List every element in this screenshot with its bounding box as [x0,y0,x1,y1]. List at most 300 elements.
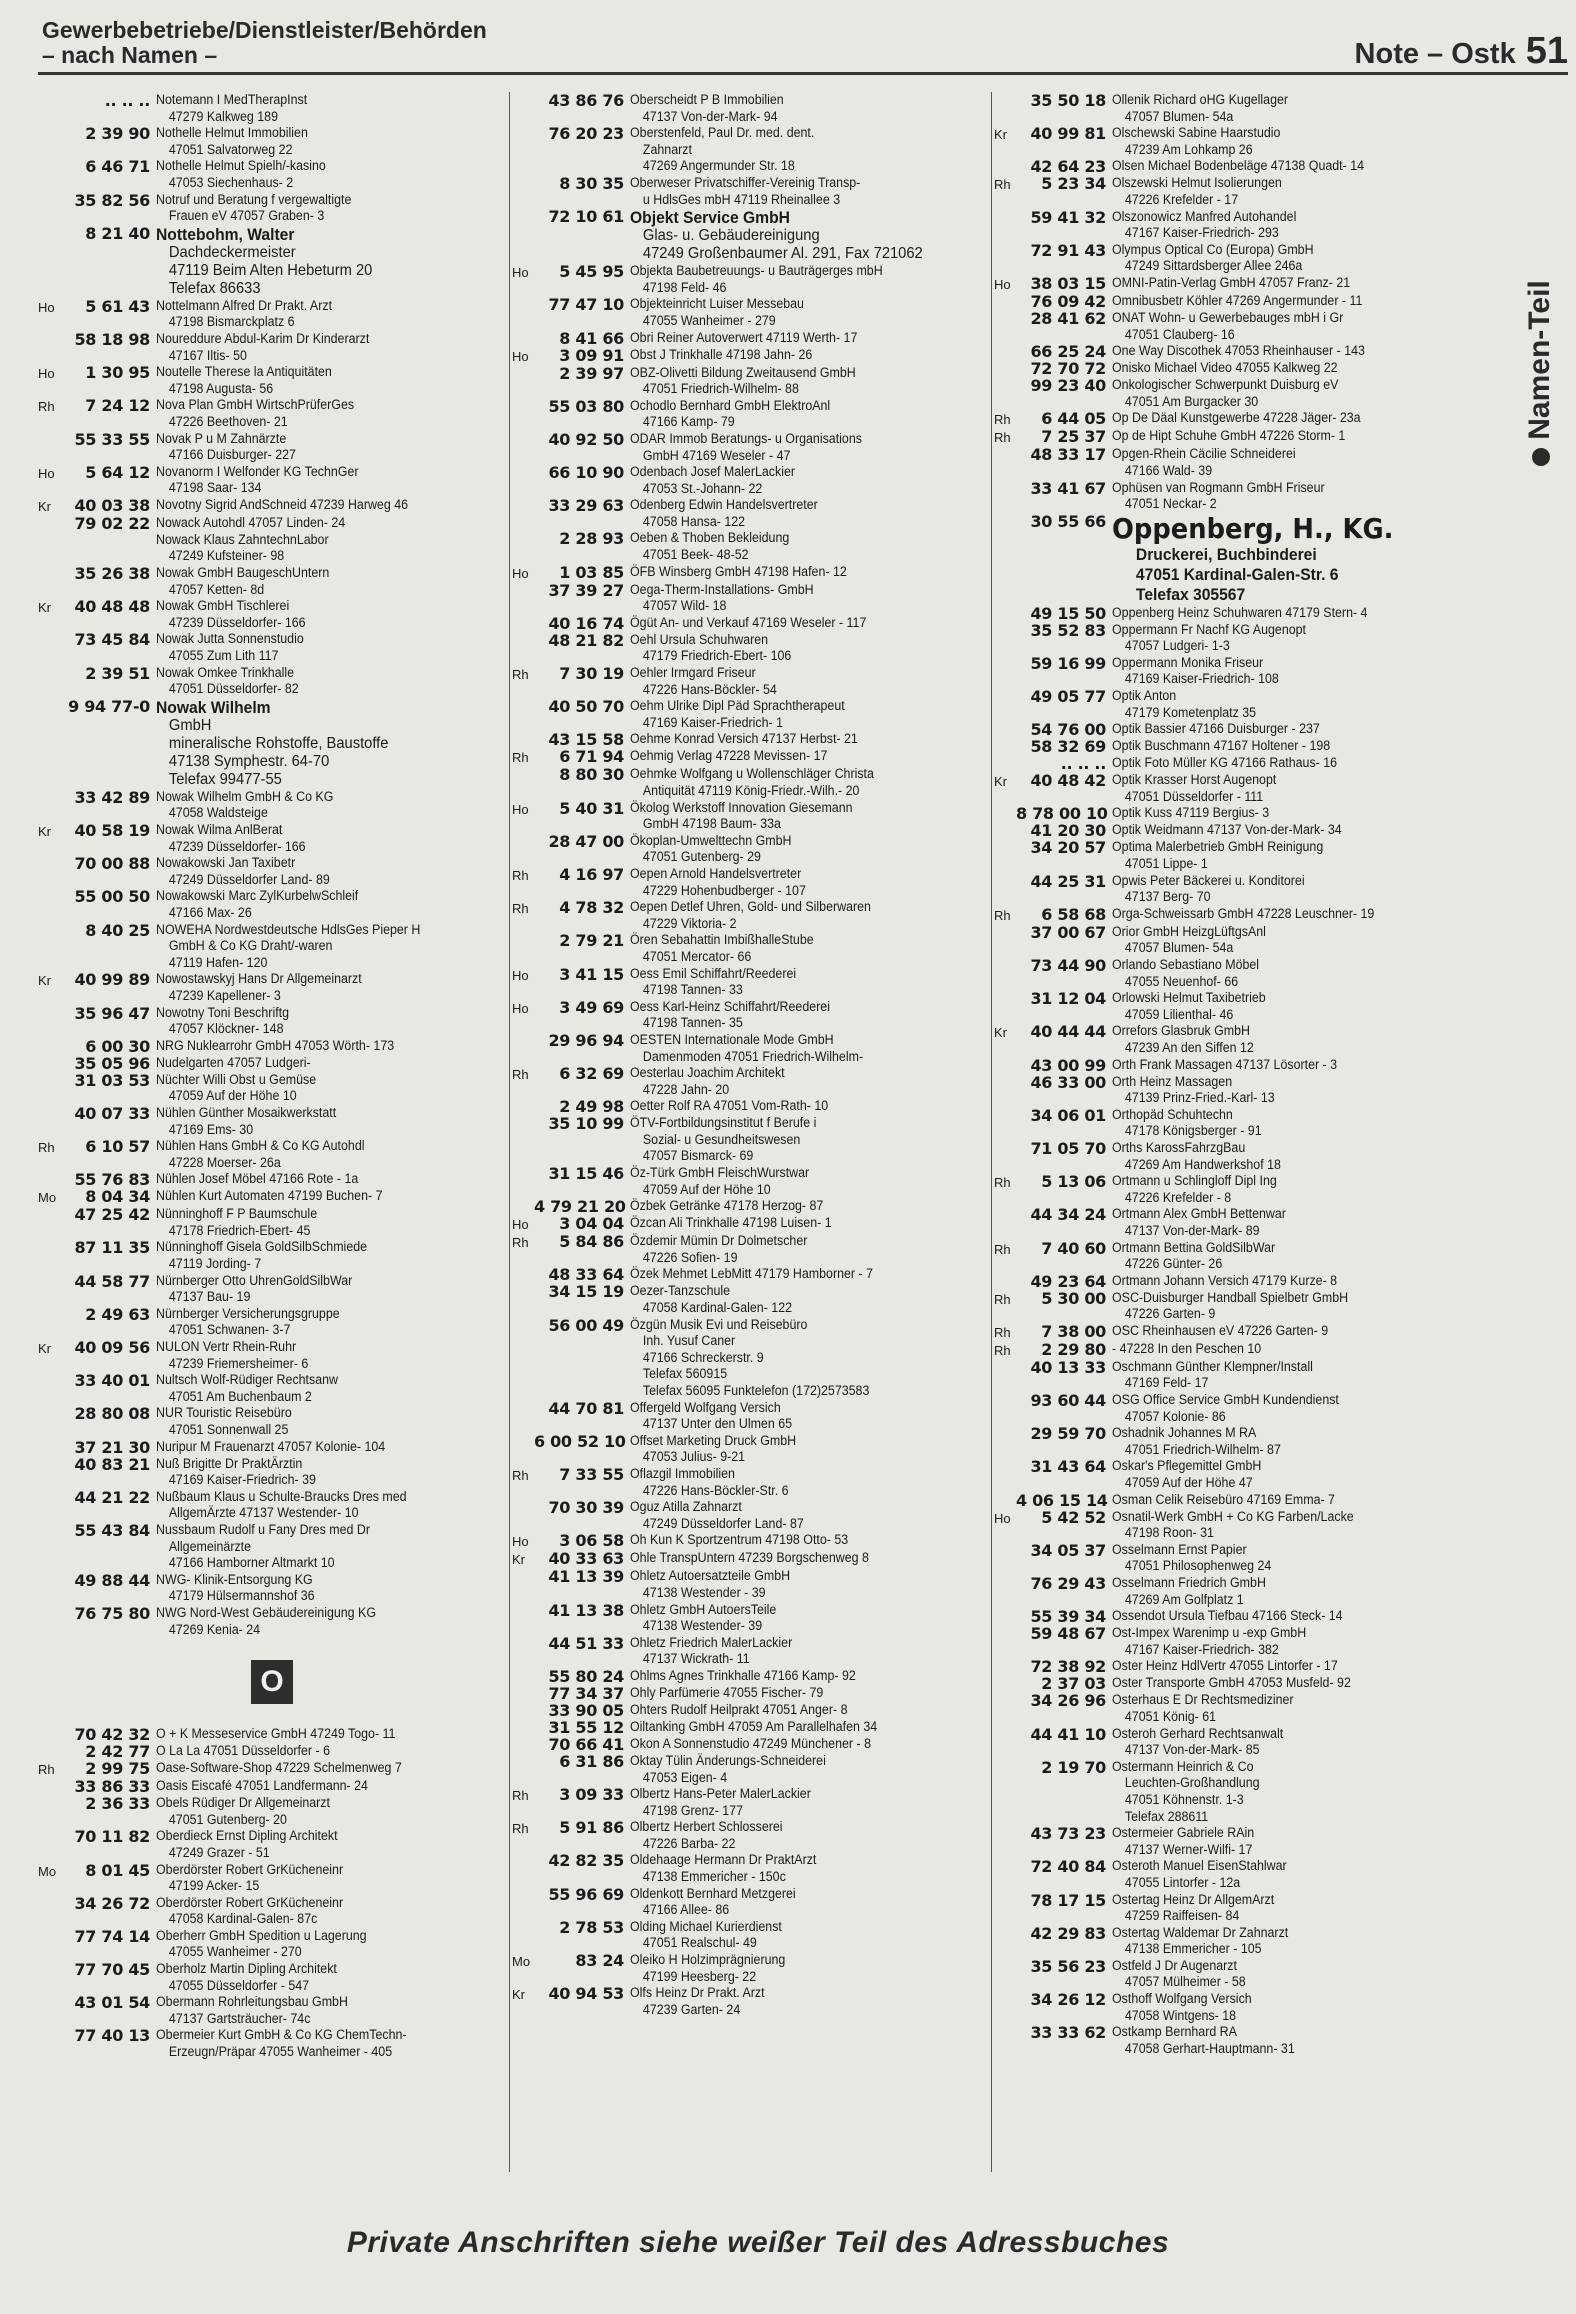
district-tag [38,1572,60,1573]
phone-number: 49 15 50 [1030,603,1106,623]
entry-text [630,1283,959,1316]
entry-name: - 47228 In den Peschen 10 [1112,1340,1262,1356]
entry-detail: 47059 Auf der Höhe 10 [642,1181,771,1197]
entry-name: Nünninghoff Gisela GoldSilbSchmiede [156,1239,368,1255]
listing-entry [994,1057,1476,1074]
district-tag [512,731,534,732]
listing-entry [512,1266,988,1283]
district-tag [38,789,60,790]
entry-text [156,158,478,191]
entry-name: Oster Transporte GmbH 47053 Musfeld- 92 [1112,1675,1351,1691]
phone-number: 70 30 39 [548,1498,624,1518]
listing-entry [512,1736,988,1753]
district-tag [38,1206,60,1207]
phone-number: 31 12 04 [1030,989,1106,1009]
listing-entry [512,125,988,175]
phone-number: 1 30 95 [85,363,150,383]
phone-number: 7 30 19 [559,664,624,684]
entry-text [630,497,959,530]
listing-entry [512,1550,988,1568]
district-tag: Ho [38,465,55,481]
listing-entry [994,2024,1476,2057]
entry-text [1112,1858,1447,1891]
entry-name: Oldehaage Hermann Dr PraktArzt [630,1852,817,1868]
entry-text [156,855,478,888]
entry-detail: 47169 Kaiser-Friedrich- 39 [168,1472,316,1488]
entry-text [630,1215,959,1232]
phone-number: 42 64 23 [1030,157,1106,177]
entry-detail: 47178 Königsberger - 91 [1124,1123,1262,1139]
district-tag [512,582,534,583]
district-tag [512,1499,534,1500]
listing-entry [512,1532,988,1550]
entry-text [1112,1290,1447,1323]
column-divider [509,92,510,2172]
listing-entry [38,1572,506,1605]
entry-name: Oskar's Pflegemittel GmbH [1112,1458,1262,1474]
entry-text [630,1635,959,1668]
entry-detail: 47249 Sittardsberger Allee 246a [1124,258,1303,274]
district-tag [38,92,60,93]
entry-detail: Druckerei, Buchbinderei [1135,544,1317,564]
district-tag [38,1522,60,1523]
listing-entry [994,957,1476,990]
entry-text [630,899,959,932]
phone-number: 28 47 00 [548,831,624,851]
listing-entry [994,906,1476,924]
entry-text [156,1188,478,1205]
entry-text [1112,1892,1447,1925]
district-tag [38,1605,60,1606]
entry-name: Noutelle Therese la Antiquitäten [156,364,332,380]
district-tag: Ho [512,565,529,581]
listing-entry [994,721,1476,738]
district-tag [512,766,534,767]
entry-text [1112,1925,1447,1958]
district-tag [994,1692,1016,1693]
entry-detail: Inh. Yusuf Caner [642,1333,736,1349]
entry-text [156,1961,478,1994]
district-tag [38,1306,60,1307]
entry-name: Onisko Michael Video 47055 Kalkweg 22 [1112,360,1338,376]
entry-text [1112,1608,1447,1625]
entry-detail: 47119 Beim Alten Hebeturm 20 [168,261,373,279]
district-tag [38,1456,60,1457]
phone-number: 77 40 13 [74,2026,150,2046]
entry-text [630,698,959,731]
entry-name: Oh Kun K Sportzentrum 47198 Otto- 53 [630,1532,849,1548]
phone-number: 8 41 66 [559,328,624,348]
listing-entry [512,1400,988,1433]
entry-name: Osselmann Ernst Papier [1112,1541,1247,1557]
listing-entry [512,966,988,999]
entry-detail: 47226 Barba- 22 [642,1835,736,1851]
phone-number: 76 09 42 [1030,291,1106,311]
listing-entry [38,1138,506,1171]
district-tag [512,175,534,176]
entry-text [630,665,959,698]
district-tag: Rh [512,750,529,766]
district-tag [512,1198,534,1199]
entry-text [630,1719,959,1736]
entry-text [156,1439,478,1456]
phone-number: 77 34 37 [548,1683,624,1703]
listing-entry [38,464,506,497]
listing-entry [512,365,988,398]
entry-detail: 47051 Am Buchenbaum 2 [168,1388,312,1404]
entry-name: Nowostawskyj Hans Dr Allgemeinarzt [156,971,362,987]
entry-name: Oberdörster Robert GrKücheneinr [156,1861,344,1877]
entry-detail: 47166 Max- 26 [168,904,252,920]
listing-entry [512,208,988,263]
listing-entry [38,1206,506,1239]
listing-entry [994,1608,1476,1625]
district-tag [512,1736,534,1737]
entry-text [630,125,959,175]
phone-number: 31 15 46 [548,1164,624,1184]
phone-number: 76 29 43 [1030,1574,1106,1593]
phone-number: 40 48 48 [74,597,150,617]
entry-text [630,748,959,765]
district-tag [994,1575,1016,1576]
phone-number: 66 25 24 [1030,342,1106,362]
entry-name: Olszonowicz Manfred Autohandel [1112,208,1297,224]
phone-number: 28 41 62 [1030,308,1106,328]
listing-entry [38,565,506,598]
entry-name: OMNI-Patin-Verlag GmbH 47057 Franz- 21 [1112,274,1351,290]
entry-text [1112,1726,1447,1759]
entry-name: Oega-Therm-Installations- GmbH [630,581,814,597]
listing-entry [512,698,988,731]
district-tag [994,1542,1016,1543]
listing-entry [994,1692,1476,1725]
entry-text [156,515,478,532]
listing-entry [994,1492,1476,1509]
entry-name: Nuß Brigitte Dr PraktÄrztin [156,1455,303,1471]
district-tag [994,242,1016,243]
entry-text [630,530,959,563]
entry-text [156,1895,478,1928]
entry-text [1112,1341,1447,1358]
district-tag: Ho [38,366,55,382]
listing-entry [512,632,988,665]
listing-entry [994,1341,1476,1359]
district-tag [512,296,534,297]
entry-name: Odenberg Edwin Handelsvertreter [630,497,818,513]
district-tag: Ho [512,967,529,983]
district-tag [994,1057,1016,1058]
header-rule [38,72,1568,75]
entry-name: Offergeld Wolfgang Versich [630,1399,781,1415]
listing-entry [994,92,1476,125]
entry-detail: 47228 Moerser- 26a [168,1154,281,1170]
listing-entry [994,990,1476,1023]
phone-number: 55 96 69 [548,1884,624,1904]
entry-text [1112,377,1447,410]
entry-detail: 47057 Mülheimer - 58 [1124,1974,1246,1990]
entry-text [156,1055,478,1072]
entry-text [156,497,478,514]
entry-text [1112,1074,1447,1107]
district-tag [38,888,60,889]
header-line-1: Gewerbebetriebe/Dienstleister/Behörden [42,17,487,43]
entry-detail: 47051 Philosophenweg 24 [1124,1558,1272,1574]
entry-name: Optik Kuss 47119 Bergius- 3 [1112,805,1270,821]
listing-entry [38,1778,506,1795]
listing-entry [512,1685,988,1702]
entry-detail: 47059 Auf der Höhe 47 [1124,1475,1253,1491]
district-tag: Ho [512,348,529,364]
entry-detail: 47055 Wanheimer - 270 [168,1944,302,1960]
district-tag [994,605,1016,606]
entry-detail: 47226 Hans-Böckler-Str. 6 [642,1482,789,1498]
entry-detail: 47229 Viktoria- 2 [642,915,737,931]
listing-entry [38,158,506,191]
entry-name: Oppenberg, H., KG. [1112,511,1394,545]
entry-name: Nowakowski Marc ZylKurbelwSchleif [156,888,359,904]
entry-detail: 47269 Kenia- 24 [168,1621,261,1637]
phone-number: 48 21 82 [548,630,624,650]
entry-name: Nowak GmbH Tischlerei [156,598,290,614]
district-tag: Ho [512,1534,529,1550]
district-tag [512,615,534,616]
entry-text [630,800,959,833]
district-tag: Kr [512,1552,525,1568]
entry-name: Osman Celik Reisebüro 47169 Emma- 7 [1112,1491,1335,1507]
entry-text [630,1568,959,1601]
listing-entry [512,766,988,799]
entry-text [156,1456,478,1489]
entry-name: Olbertz Herbert Schlosserei [630,1819,783,1835]
entry-text [1112,1492,1447,1509]
phone-number: 48 33 64 [548,1265,624,1285]
district-tag: Ho [512,801,529,817]
entry-name: Orlowski Helmut Taxibetrieb [1112,990,1266,1006]
entry-text [630,1233,959,1266]
listing-entry [512,1198,988,1215]
phone-number: 33 41 67 [1030,478,1106,498]
entry-text [156,331,478,364]
entry-name: Novotny Sigrid AndSchneid 47239 Harweg 46 [156,496,409,512]
entry-text [630,1433,959,1466]
phone-number: 70 42 32 [74,1725,150,1745]
entry-name: O + K Messeservice GmbH 47249 Togo- 11 [156,1726,396,1742]
entry-name: OESTEN Internationale Mode GmbH [630,1031,834,1047]
entry-detail: 47057 Kolonie- 86 [1124,1408,1226,1424]
entry-detail: GmbH 47169 Weseler - 47 [642,447,791,463]
listing-entry [994,605,1476,622]
entry-detail: Allgemeinärzte [168,1538,252,1554]
entry-name: Olympus Optical Co (Europa) GmbH [1112,241,1314,257]
district-tag [994,1675,1016,1676]
entry-text [156,631,478,664]
entry-text [630,999,959,1032]
district-tag [994,805,1016,806]
entry-name: Optik Krasser Horst Augenopt [1112,772,1277,788]
phone-number: 5 30 00 [1041,1288,1106,1308]
listing-entry [994,1575,1476,1608]
district-tag [512,1568,534,1569]
phone-number: 40 48 42 [1030,771,1106,791]
district-tag: Ho [512,265,529,281]
entry-name: Oberweser Privatschiffer-Vereinig Transp- [630,174,861,190]
entry-name: OBZ-Olivetti Bildung Zweitausend GmbH [630,364,856,380]
entry-name: Nühlen Kurt Automaten 47199 Buchen- 7 [156,1188,383,1204]
district-tag [994,1825,1016,1826]
entry-detail: 47167 Kaiser-Friedrich- 382 [1124,1641,1279,1657]
phone-number: 3 04 04 [559,1214,624,1234]
entry-name: Olschewski Sabine Haarstudio [1112,125,1281,141]
phone-number: .. .. .. [104,92,150,110]
entry-name: Nowak Jutta Sonnenstudio [156,631,304,647]
entry-detail: 47166 Hamborner Altmarkt 10 [168,1555,335,1571]
entry-detail: Zahnarzt [642,141,692,157]
phone-number: 43 86 76 [548,92,624,110]
district-tag [38,225,60,226]
listing-entry [512,431,988,464]
district-tag [994,1991,1016,1992]
entry-name: Ostkamp Bernhard RA [1112,2024,1237,2040]
district-tag [512,1685,534,1686]
entry-text [1112,805,1447,822]
entry-detail: 47269 Am Golfplatz 1 [1124,1591,1244,1607]
entry-detail: 47053 Siechenhaus- 2 [168,174,294,190]
district-tag [994,1273,1016,1274]
district-tag: Ho [512,1000,529,1016]
entry-text [630,1786,959,1819]
entry-detail: 47198 Feld- 46 [642,279,727,295]
district-tag: Rh [512,1235,529,1251]
phone-number: 4 16 97 [559,864,624,884]
entry-name: Obst J Trinkhalle 47198 Jahn- 26 [630,346,813,362]
entry-detail: 47057 Bismarck- 69 [642,1148,754,1164]
entry-detail: 47138 Westender- 39 [642,1618,763,1634]
district-tag [512,1668,534,1669]
listing-entry [994,1726,1476,1759]
phone-number: 5 64 12 [85,462,150,482]
listing-entry [38,1726,506,1743]
entry-name: Obermeier Kurt GmbH & Co KG ChemTechn- [156,2027,407,2043]
listing-entry [512,1065,988,1098]
entry-detail: 47139 Prinz-Fried.-Karl- 13 [1124,1090,1275,1106]
entry-name: Nüchter Willi Obst u Gemüse [156,1071,317,1087]
entry-detail: 47051 Düsseldorfer- 82 [168,681,299,697]
phone-number: 35 26 38 [74,564,150,584]
listing-entry [512,1283,988,1316]
entry-detail: GmbH & Co KG Draht/-waren [168,938,333,954]
entry-detail: Telefax 560915 [642,1366,728,1382]
phone-number: 28 80 08 [74,1404,150,1424]
district-tag: Rh [512,667,529,683]
entry-text [156,192,478,225]
page-footer: Private Anschriften siehe weißer Teil des Adressbuches [346,2226,1170,2259]
phone-number: 8 21 40 [85,223,150,243]
phone-number: 99 23 40 [1030,376,1106,396]
phone-number: 33 40 01 [74,1371,150,1391]
entry-text [1112,275,1447,292]
phone-number: 48 33 17 [1030,445,1106,465]
district-tag [994,1858,1016,1859]
entry-text [630,1985,959,2018]
listing-entry [38,1895,506,1928]
listing-entry [994,822,1476,839]
district-tag [38,192,60,193]
entry-text [1112,1759,1447,1825]
entry-detail: 47058 Kardinal-Galen- 122 [642,1300,793,1316]
entry-name: Ost-Impex Warenimp u -exp GmbH [1112,1625,1307,1641]
listing-entry [994,343,1476,360]
entry-name: Oberdieck Ernst Dipling Architekt [156,1828,338,1844]
entry-detail: 47051 König- 61 [1124,1708,1217,1724]
entry-detail: 47167 Kaiser-Friedrich- 293 [1124,225,1279,241]
phone-number: 4 79 21 20 [534,1197,626,1217]
entry-text [630,1736,959,1753]
listing-entry [38,1105,506,1138]
district-tag: Rh [512,867,529,883]
listing-entry [512,748,988,766]
entry-name: Ochodlo Bernhard GmbH ElektroAnl [630,397,831,413]
phone-number: 40 94 53 [548,1984,624,2004]
listing-entry [38,1605,506,1638]
phone-number: 6 58 68 [1041,904,1106,924]
entry-text [1112,1542,1447,1575]
phone-number: 44 25 31 [1030,871,1106,891]
entry-name: Ohly Parfümerie 47055 Fischer- 79 [630,1684,824,1700]
district-tag [994,1492,1016,1493]
phone-number: 8 01 45 [85,1860,150,1880]
listing-entry [994,175,1476,208]
phone-number: 8 04 34 [85,1187,150,1207]
phone-number: 55 03 80 [548,396,624,416]
entry-detail: 47059 Auf der Höhe 10 [168,1088,297,1104]
entry-name: Oppenberg Heinz Schuhwaren 47179 Stern- 4 [1112,604,1368,620]
district-tag [38,1928,60,1929]
phone-number: 29 96 94 [548,1030,624,1050]
entry-text [156,1171,478,1188]
entry-name: Oster Heinz HdlVertr 47055 Lintorfer - 17 [1112,1658,1338,1674]
entry-text [156,1138,478,1171]
district-tag [994,1759,1016,1760]
entry-text [630,1032,959,1065]
district-tag [994,1608,1016,1609]
district-tag [38,431,60,432]
entry-name: Nürnberger Otto UhrenGoldSilbWar [156,1272,353,1288]
entry-detail: 47051 Salvatorweg 22 [168,141,293,157]
entry-text [156,1778,478,1795]
entry-detail: 47051 Realschul- 49 [642,1935,757,1951]
phone-number: 41 13 39 [548,1567,624,1587]
phone-number: 7 33 55 [559,1464,624,1484]
entry-text [1112,293,1447,310]
entry-detail: 47198 Tannen- 35 [642,1015,743,1031]
entry-name: Oehler Irmgard Friseur [630,665,756,681]
entry-text [156,1005,478,1038]
entry-detail: 47051 Beek- 48-52 [642,547,749,563]
district-tag: Rh [512,1467,529,1483]
entry-name: Özek Mehmet LebMitt 47179 Hamborner - 7 [630,1266,873,1282]
listing-entry [512,1233,988,1266]
entry-name: Oasis Eiscafé 47051 Landfermann- 24 [156,1778,368,1794]
phone-number: 31 03 53 [74,1070,150,1090]
entry-name: Orlando Sebastiano Möbel [1112,957,1260,972]
listing-entry [994,293,1476,310]
district-tag [512,1283,534,1284]
district-tag [38,1778,60,1779]
district-tag [512,1886,534,1887]
district-tag [38,631,60,632]
entry-text [1112,839,1447,872]
listing-entry [512,530,988,563]
